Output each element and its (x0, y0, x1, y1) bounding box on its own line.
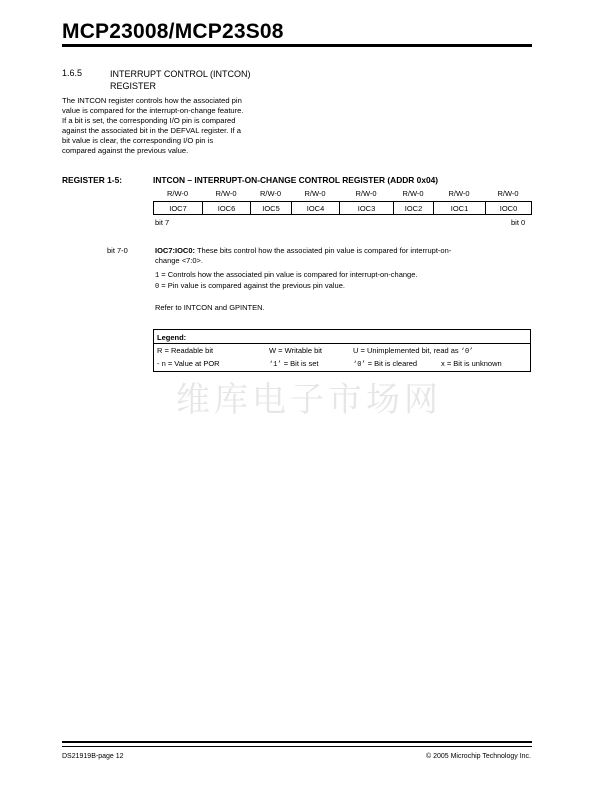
access-bit7: R/W-0 (166, 189, 189, 198)
reference-note: Refer to INTCON and GPINTEN. (155, 303, 265, 312)
legend-set (269, 359, 319, 369)
legend-box (153, 329, 531, 372)
bit-cell: IOC7 (154, 202, 203, 215)
bit-description (155, 246, 530, 266)
legend-unknown: x = Bit is unknown (441, 359, 502, 368)
option-one-value: 1 (155, 272, 160, 280)
legend-cleared (353, 359, 417, 369)
register-bit-table (153, 201, 532, 215)
register-access-row (153, 189, 531, 198)
access-bit4: R/W-0 (304, 189, 326, 198)
legend-writable: W = Writable bit (269, 346, 323, 355)
legend-unimplemented (353, 346, 473, 356)
bit-row (154, 202, 532, 215)
legend-cleared-text: = Bit is cleared (367, 359, 418, 368)
bit-range-label: bit 7-0 (107, 246, 128, 255)
section-title (110, 68, 251, 92)
access-bit6: R/W-0 (215, 189, 237, 198)
msb-label: bit 7 (155, 218, 170, 227)
lsb-label: bit 0 (511, 218, 526, 227)
access-bit5: R/W-0 (259, 189, 282, 198)
option-zero-text: = Pin value is compared against the previous pin value. (161, 281, 345, 290)
access-bit2: R/W-0 (402, 189, 424, 198)
section-title-line2: REGISTER (110, 81, 157, 91)
intro-line: value is compared for the interrupt-on-change feature. (62, 106, 244, 116)
legend-unimplemented-text: U = Unimplemented bit, read as (353, 346, 459, 355)
description-line1 (155, 246, 530, 256)
bit-cell: IOC5 (251, 202, 292, 215)
intro-paragraph (62, 96, 279, 157)
option-zero-value: 0 (155, 283, 160, 291)
intro-line: against the associated bit in the DEFVAL register. If a (62, 126, 241, 136)
intro-line: bit value is clear, the corresponding I/O pin is (62, 136, 214, 146)
access-bit1: R/W-0 (448, 189, 470, 198)
bit-cell: IOC0 (486, 202, 532, 215)
footer-page-number: DS21919B-page 12 (62, 753, 124, 760)
watermark: 维库电子市场网 (176, 380, 442, 420)
intro-line: compared against the previous value. (62, 146, 189, 156)
header-rule (62, 44, 532, 47)
access-bit3: R/W-0 (355, 189, 377, 198)
register-label: REGISTER 1-5: (62, 175, 123, 185)
legend-por: - n = Value at POR (157, 359, 220, 368)
section-title-line1: INTERRUPT CONTROL (INTCON) (110, 69, 251, 79)
description-text: These bits control how the associated pin value is compared for interrupt-on- (196, 246, 452, 255)
field-name: IOC7:IOC0: (155, 246, 196, 255)
legend-cleared-value: ‘0’ (353, 361, 366, 369)
intro-line: If a bit is set, the corresponding I/O pin is compared (62, 116, 236, 126)
legend-heading: Legend: (157, 333, 187, 342)
footer-rule-thin (62, 746, 532, 747)
footer-rule-thick (62, 741, 532, 743)
legend-readable: R = Readable bit (157, 346, 214, 355)
page-title: MCP23008/MCP23S08 (62, 20, 284, 43)
section-number: 1.6.5 (62, 68, 83, 78)
option-one-text: = Controls how the associated pin value is compared for interrupt-on-change. (161, 270, 418, 279)
legend-set-value: ‘1’ (269, 361, 282, 369)
legend-unimplemented-value: ‘0’ (460, 348, 474, 356)
bit-cell: IOC3 (340, 202, 394, 215)
description-line2: change <7:0>. (155, 256, 203, 266)
bit-cell: IOC2 (394, 202, 434, 215)
intro-line: The INTCON register controls how the associated pin (62, 96, 242, 105)
option-one (155, 270, 417, 280)
legend-divider (154, 343, 530, 344)
footer-copyright: © 2005 Microchip Technology Inc. (425, 753, 531, 760)
register-title: INTCON – INTERRUPT-ON-CHANGE CONTROL REGISTER (ADDR 0x04) (153, 175, 439, 185)
bit-cell: IOC6 (203, 202, 251, 215)
legend-set-text: = Bit is set (283, 359, 319, 368)
access-bit0: R/W-0 (497, 189, 519, 198)
option-zero (155, 281, 345, 291)
bit-cell: IOC4 (292, 202, 340, 215)
bit-cell: IOC1 (434, 202, 486, 215)
